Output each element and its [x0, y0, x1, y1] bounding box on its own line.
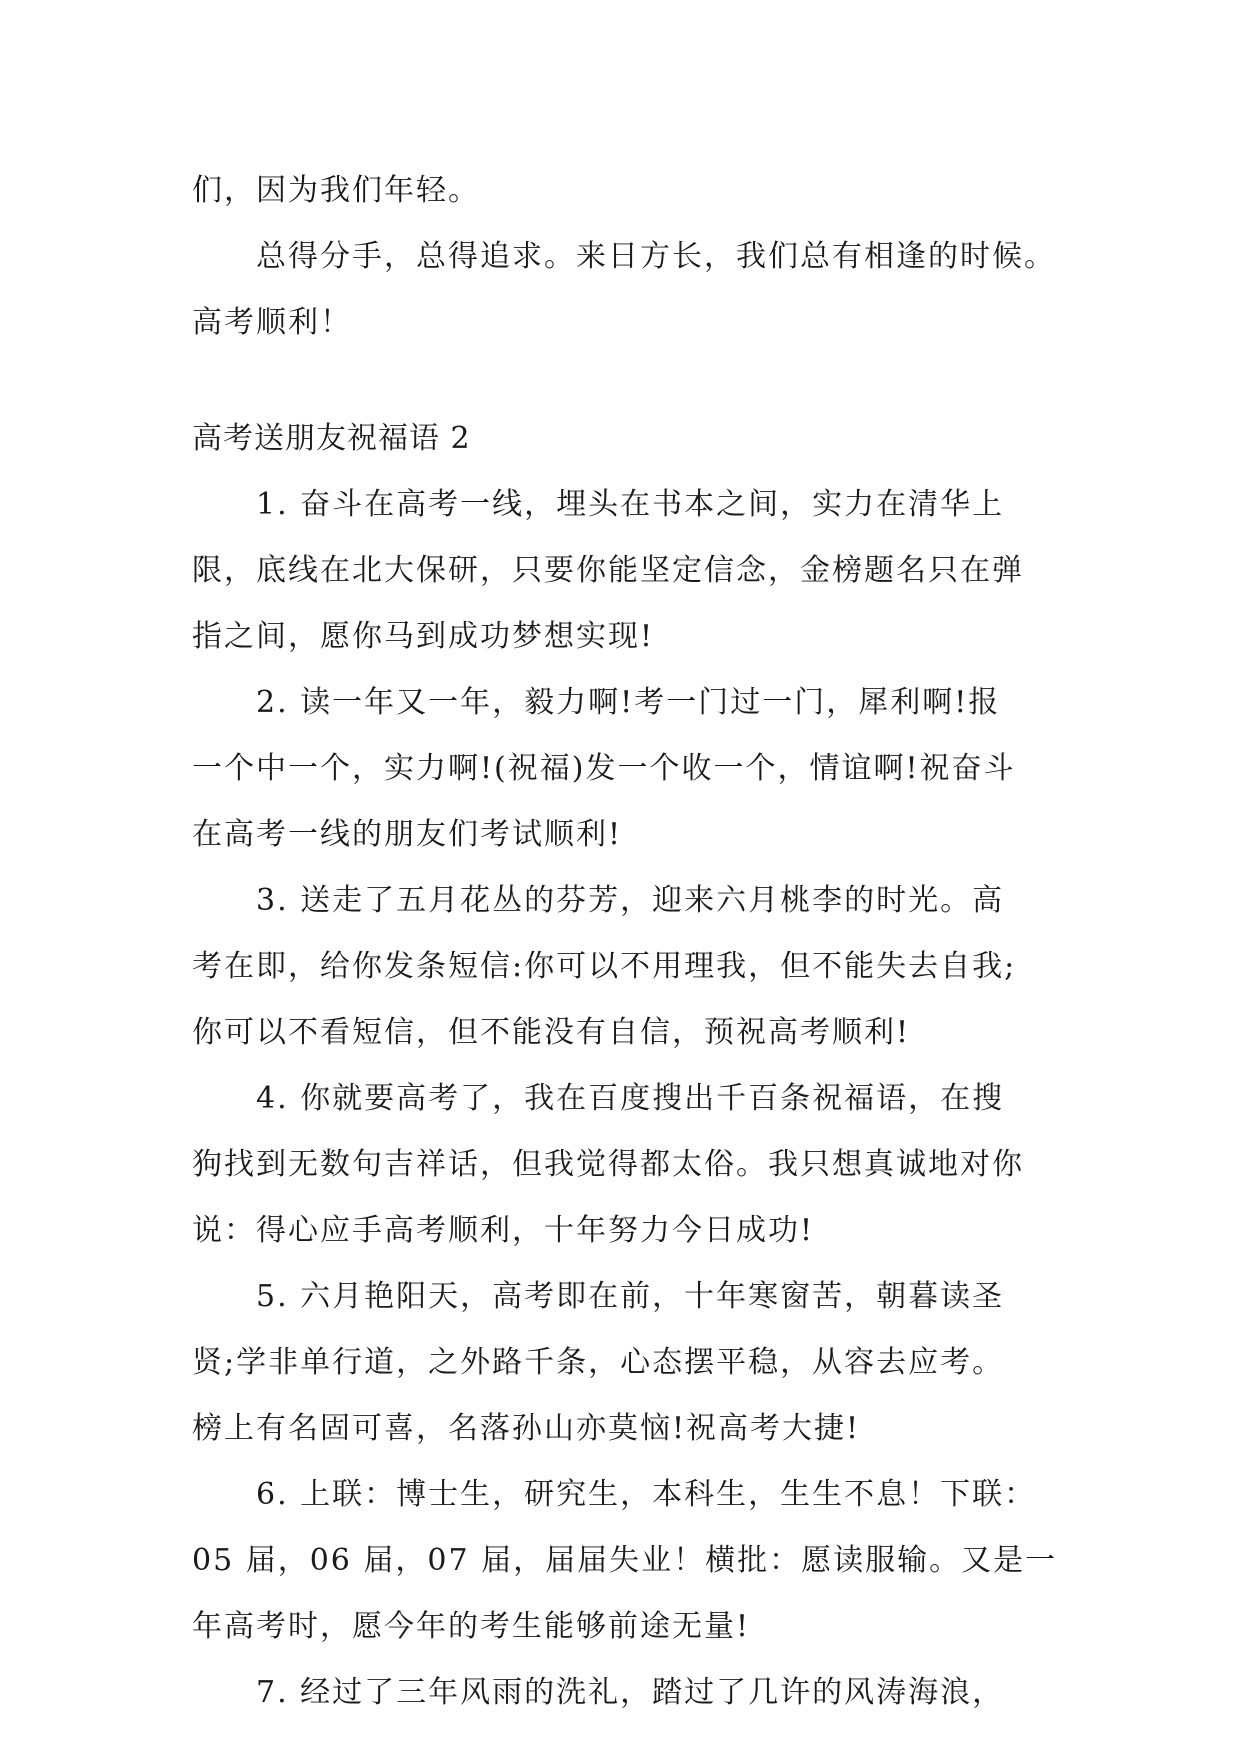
list-item-line: 榜上有名固可喜，名落孙山亦莫恼!祝高考大捷! [192, 1411, 861, 1446]
list-item-line: 5. 六月艳阳天，高考即在前，十年寒窗苦，朝暮读圣 [256, 1279, 1005, 1314]
list-item-line: 在高考一线的朋友们考试顺利! [192, 817, 623, 852]
list-item-line: 你可以不看短信，但不能没有自信，预祝高考顺利! [192, 1015, 911, 1050]
paragraph-line: 高考顺利！ [192, 305, 352, 340]
list-item-line: 年高考时，愿今年的考生能够前途无量! [192, 1609, 751, 1644]
section-title: 高考送朋友祝福语 2 [192, 421, 471, 456]
paragraph-line: 们，因为我们年轻。 [192, 173, 480, 208]
list-item-line: 指之间，愿你马到成功梦想实现! [192, 619, 655, 654]
list-item-line: 6. 上联：博士生，研究生，本科生，生生不息！下联： [256, 1477, 1037, 1512]
list-item-line: 贤;学非单行道，之外路千条，心态摆平稳，从容去应考。 [192, 1345, 1005, 1380]
paragraph-line: 总得分手，总得追求。来日方长，我们总有相逢的时候。 [256, 239, 1056, 274]
list-item-line: 4. 你就要高考了，我在百度搜出千百条祝福语，在搜 [256, 1081, 1005, 1116]
list-item-line: 限，底线在北大保研，只要你能坚定信念，金榜题名只在弹 [192, 553, 1024, 588]
list-item-line: 说：得心应手高考顺利，十年努力今日成功! [192, 1213, 815, 1248]
list-item-line: 考在即，给你发条短信:你可以不用理我，但不能失去自我; [192, 949, 1017, 984]
document-body [192, 158, 1058, 1726]
list-item-line: 一个中一个，实力啊!(祝福)发一个收一个，情谊啊!祝奋斗 [192, 751, 1016, 786]
list-item-line: 05 届，06 届，07 届，届届失业！横批：愿读服输。又是一 [192, 1543, 1058, 1578]
list-item-line: 1. 奋斗在高考一线，埋头在书本之间，实力在清华上 [256, 487, 1005, 522]
list-item-line: 7. 经过了三年风雨的洗礼，踏过了几许的风涛海浪， [256, 1675, 1005, 1710]
list-item-line: 狗找到无数句吉祥话，但我觉得都太俗。我只想真诚地对你 [192, 1147, 1024, 1182]
list-item-line: 2. 读一年又一年，毅力啊!考一门过一门，犀利啊!报 [256, 685, 1001, 720]
section-spacer [192, 356, 1052, 406]
list-item-line: 3. 送走了五月花丛的芬芳，迎来六月桃李的时光。高 [256, 883, 1005, 918]
